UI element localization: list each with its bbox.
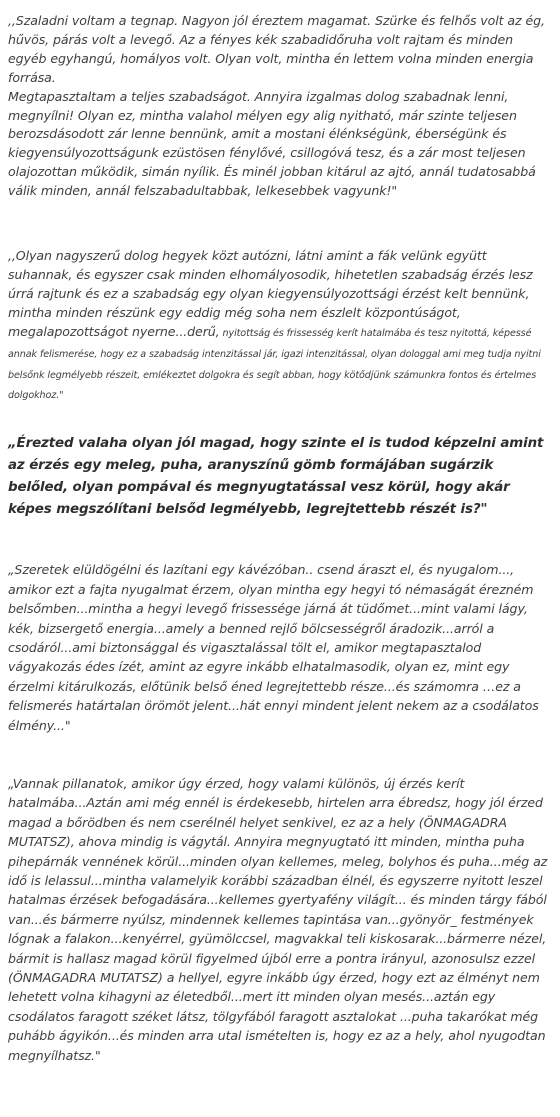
- quote-paragraph-run-second: Megtapasztaltam a teljes szabadságot. Annyira izgalmas dolog szabadnak lenni, megnyílni! Olyan ez, mintha valahol mélyen egy alig nyitható, már szinte teljesen berozsdásodott zár lenne bennünk, amit a mostani élénkségünk, éberségünk és kiegyensúlyozottságunk ezüstösen fénylővé, csillogóvá tesz, és a zár most teljesen olajozottan működik, simán nyílik. És minél jobban kitárul az ajtó, annál tudatosabbá válik minden, annál felszabadultabbak, lelkesebbek vagyunk!": [8, 88, 536, 199]
- quote-mountain-drive-main: ,,Olyan nagyszerű dolog hegyek közt autózni, látni amint a fák velünk együtt suhannak, és egyszer csak minden elhomályosodik, hihetetlen szabadság érzés lesz úrrá rajtunk és ez a szabadság egy olyan kiegyensúlyozottsági érzést kelt bennünk, mintha minden részünk egy eddig még soha nem észlelt központúságot, megalapozottságot nyerne...derű,: [8, 248, 533, 339]
- quote-cafe: „Szeretek elüldögélni és lazítani egy kávézóban.. csend áraszt el, és nyugalom..., amikor ezt a fajta nyugalmat érzem, olyan mintha egy hegyi tó némaságát érezném belsőmben...mintha a hegyi levegő frissessége járná át tüdőmet...mint valami lágy, kék, bizsergető energia...amely a benned rejlő bölcsességről áradozik...arról a csodáról...ami biztonsággal és vigasztalással tölt el, amikor megtapasztalod vágyakozás édes ízét, amint az egyre inkább elhatalmasodik, olyan ez, mint egy érzelmi kitárulkozás, előtünik belső éned legrejtettebb része...és számomra …ez a felismerés határtalan örömöt jelent...hát ennyi mindent jelent nekem az a csodálatos élmény...": [8, 562, 539, 733]
- quote-run-in-fog: [8, 12, 552, 201]
- quote-paragraph-run-first: ,,Szaladni voltam a tegnap. Nagyon jól éreztem magamat. Szürke és felhős volt az ég, hűvös, párás volt a levegő. Az a fényes kék szabadidőruha volt rajtam és minden egyéb egyhangú, homályos volt. Olyan volt, mintha én lettem volna minden energia forrása.: [8, 13, 545, 85]
- quote-the-place: „Vannak pillanatok, amikor úgy érzed, hogy valami különös, új érzés kerít hatalmába...Aztán ami még ennél is érdekesebb, hirtelen arra ébredsz, hogy jól érzed magad a bőrödben és nem cserélnél helyet senkivel, ez az a hely (ÖNMAGADRA MUTATSZ), ahova mindig is vágytál. Annyira megnyugtató itt minden, mintha puha pihepárnák vennének körül...minden olyan kellemes, meleg, bolyhos és puha...még az idő is lelassul...mintha valamelyik korábbi században élnél, és egyszerre nyitott leszel hatalmas érzések befogadására...kellemes gyertyafény világít... és minden tárgy fából van...és bármerre nyúlsz, mindennek kellemes tapintása van...gyönyör_ festmények lógnak a falakon...kenyérrel, gyümölccsel, magvakkal teli kiskosarak...bármerre nézel, bármit is hallasz magad körül figyelmed újból erre a pontra irányul, azonosulsz ezzel (ÖNMAGADRA MUTATSZ) a hellyel, egyre inkább úgy érzed, hogy ezt az élményt nem lehetett volna kihagyni az életedből...mert itt minden olyan mesés...aztán egy csodálatos faragott széket látsz, tölgyfából faragott asztalokat ...puha takarókat még puhább ágyikón...és minden arra utal ismételten is, hogy ez az a hely, ahol nyugodtan megnyílhatsz.": [8, 775, 548, 1063]
- quote-mountain-drive-small: nyitottság és frissesség kerít hatalmába és tesz nyitottá, képessé annak felismerése, hogy ez a szabadság intenzitással jár, igazi intenzitással, olyan dologgal ami meg tudja nyitni belsőnk legmélyebb részeit, emlékeztet dolgokra és segít abban, hogy kötődjünk számunkra fontos és értelmes dolgokhoz.": [8, 327, 541, 402]
- quote-mountain-drive: [8, 247, 552, 406]
- quote-golden-sphere: „Érezted valaha olyan jól magad, hogy szinte el is tudod képzelni amint az érzés egy meleg, puha, aranyszínű gömb formájában sugárzik belőled, olyan pompával és megnyugtatással vesz körül, hogy akár képes megszólítani belsőd legmélyebb, legrejtettebb részét is?": [8, 436, 544, 518]
